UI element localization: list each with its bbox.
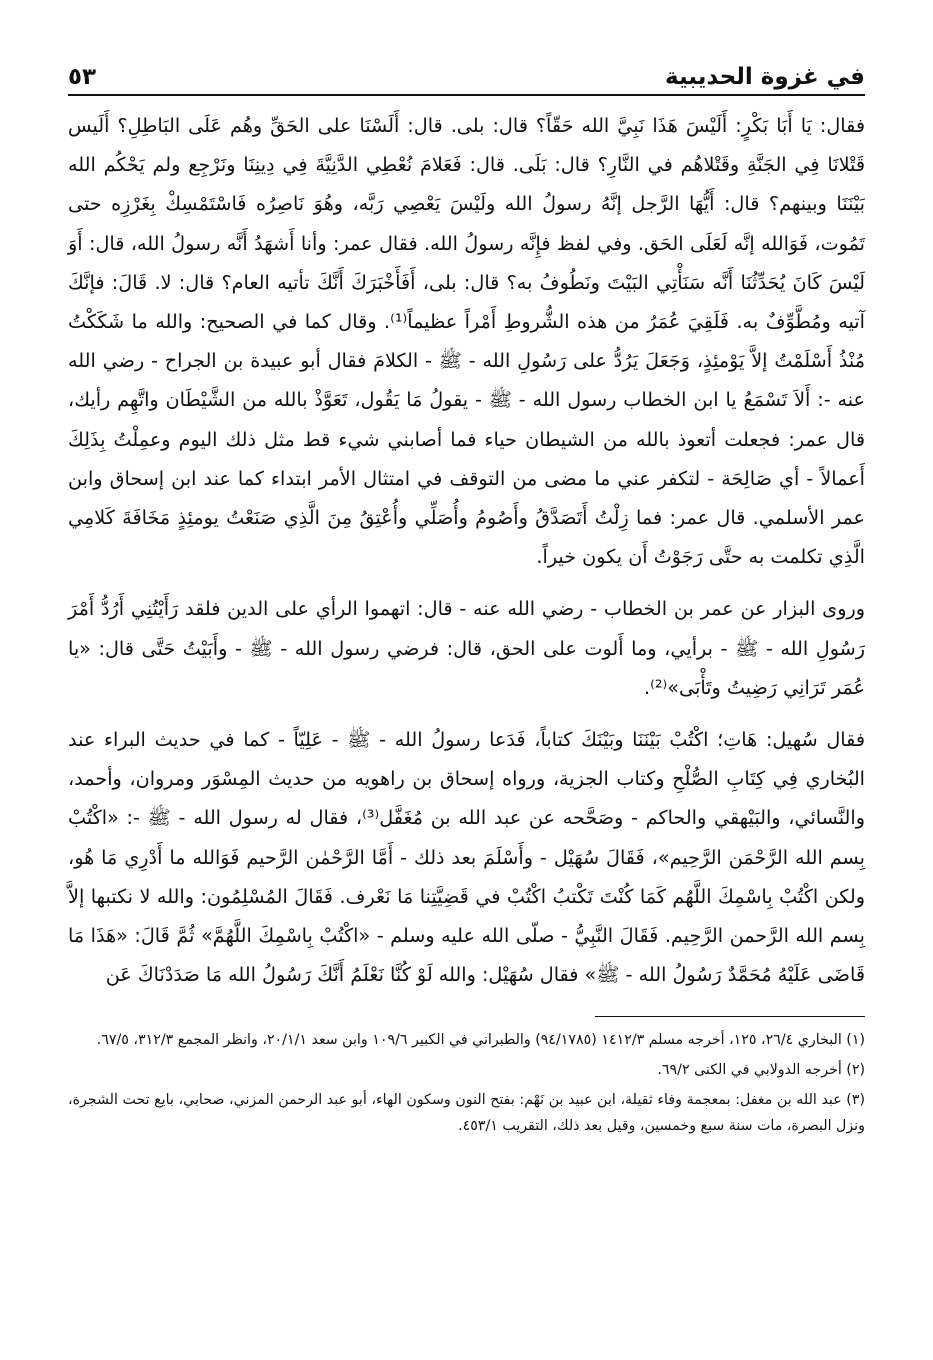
paragraph-1: فقال: يَا أَبَا بَكْرٍ: أَلَيْسَ هَذَا نَبِيَّ الله حَقّاً؟ قال: بلى. قال: أَلَسْنَا على الحَقِّ وهُم عَلَى البَاطِلِ؟ أَلَيس قَتْلانَا فِي الجَنَّةِ وقَتْلاهُم في النَّارِ؟ قال: بَلَى. قال: فَعَلامَ نُعْطِي الدَّنِيَّةَ فِي دِينِنَا ونَرْجِع ولم يَحْكُم الله بَيْنَنَا وبينهم؟ قال: أَيُّهَا الرَّجل إنَّهُ رسولُ الله ولَيْسَ يَعْصِي رَبَّه، وهُوَ نَاصِرُه فَاسْتَمْسِكْ بِغَرْزِه حتى تَمُوت، فَوَالله إنَّه لَعَلَى الحَق. وفي لفظ فإِنَّه رسولُ الله. فقال عمر: وأنا أَشهَدُ أَنَّه رسولُ الله، قال: أَوَ لَيْسَ كَانَ يُحَدِّثُنَا أَنَّه سَنَأْتِي البَيْتَ ونَطُوفُ به؟ قال: بلى، أَفَأَخْبَرَكَ أَنَّكَ تأتيه العام؟ قال: لا. قَالَ: فإنَّكَ آتيه ومُطَّوِّفٌ به. فَلَقِيَ عُمَرُ من هذه الشُّروطِ أَمْراً عظيماً⁽¹⁾. وقال كما في الصحيح: والله ما شَكَكْتُ مُنْذُ أَسْلَمْتُ إلاَّ يَوْمئِذٍ، وَجَعَلَ يَرُدُّ على رَسُولِ الله - ﷺ - الكلامَ فقال أبو عبيدة بن الجراح - رضي الله عنه -: أَلاَ تَسْمَعُ يا ابن الخطاب رسول الله - ﷺ - يقولُ مَا يَقُول، تَعَوَّذْ بالله من الشَّيْطَان واتَّهِم رأيك، قال عمر: فجعلت أتعوذ بالله من الشيطان حياء فما أصابني شيء قط مثل ذلك اليوم وعمِلْتُ بِذَلِكَ أَعمالاً - أي صَالِحَة - لتكفر عني ما مضى من التوقف في امتثال الأمر ابتداء كما عند ابن إسحاق وابن عمر الأسلمي. قال عمر: فما زِلْتُ أَتَصَدَّقُ وأَصُومُ وأُصَلِّي وأُعْتِقُ مِنَ الَّذِي صَنَعْتُ يومئِذٍ مَخَافَةَ كَلامِي الَّذِي تكلمت به حتَّى رَجَوْتُ أَن يكون خيراً. (68, 114, 865, 569)
paragraph-2: وروى البزار عن عمر بن الخطاب - رضي الله عنه - قال: اتهموا الرأي على الدين فلقد رَأَيْتُنِي أَرُدُّ أَمْرَ رَسُولِ الله - ﷺ - برأيي، وما أَلوت على الحق، قال: فرضي رسول الله - ﷺ - وأَبَيْتُ حَتَّى قال: «يا عُمَر تَرَانِي رَضِيتُ وتَأْبَى»⁽²⁾. (68, 597, 865, 699)
footnote-divider (595, 1016, 865, 1017)
page-number: ٥٣ (68, 64, 97, 90)
footnote-1: (١) البخاري ٢٦/٤، ١٢٥، أخرجه مسلم ١٤١٢/٣ (٩٤/١٧٨٥) والطبراني في الكبير ١٠٩/٦ وابن سعد ٢٠/١/١، وانظر المجمع ٣١٢/٣، ٦٧/٥. (96, 1032, 865, 1049)
footnotes (68, 1027, 865, 1139)
paragraph-3: فقال سُهيل: هَاتِ؛ اكْتُبْ بَيْنَنَا وبَيْنَكَ كتاباً، فَدَعا رسولُ الله - ﷺ - عَلِيّاً - كما في حديث البراء عند البُخاري فِي كِتَابِ الصُّلْحِ وكتاب الجزية، ورواه إسحاق بن راهويه من حديث المِسْوَر ومروان، وأحمد، والنَّسائي، والبَيْهقي والحاكم - وصَحَّحه عن عبد الله بن مُغَفَّل⁽³⁾، فقال له رسول الله - ﷺ -: «اكْتُبْ بِسم الله الرَّحْمَن الرَّحِيم»، فَقَالَ سُهَيْل - وأَسْلَمَ بعد ذلك - أَمَّا الرَّحْمٰن الرَّحيم فَوَالله ما أَدْرِي مَا هُو، ولكن اكْتُبْ بِاسْمِكَ اللَّهُم كَمَا كُنْتَ تَكْتبُ اكْتُبْ في قَضِيَّتِنا مَا نَعْرف. فَقَالَ المُسْلِمُون: والله لا نكتبها إلاَّ بِسم الله الرَّحمن الرَّحِيم. فَقَالَ النَّبِيُّ - صلّى الله عليه وسلم - «اكْتُبْ بِاسْمِكَ اللَّهُمَّ» ثُمَّ قَالَ: «هَذَا مَا قَاضَى عَلَيْهُ مُحَمَّدٌ رَسُولُ الله - ﷺ» فقال سُهَيْل: والله لَوْ كُنَّا نَعْلَمُ أَنَّكَ رَسُولُ الله مَا صَدَدْنَاكَ عَن (68, 728, 865, 987)
footnote-3: (٣) عبد الله بن مغفل: بمعجمة وفاء ثقيلة، ابن عبيد بن نَهْم: بفتح النون وسكون الهاء، أبو عبد الرحمن المزني، صحابي، بايع تحت الشجرة، ونزل البصرة، مات سنة سبع وخمسين، وقيل بعد ذلك، التقريب ٤٥٣/١. (68, 1092, 865, 1135)
main-text (68, 106, 865, 994)
chapter-title: في غزوة الحديبية (665, 64, 865, 90)
footnote-2: (٢) أخرجه الدولابي في الكنى ٦٩/٢. (657, 1062, 865, 1079)
running-header (68, 52, 865, 96)
